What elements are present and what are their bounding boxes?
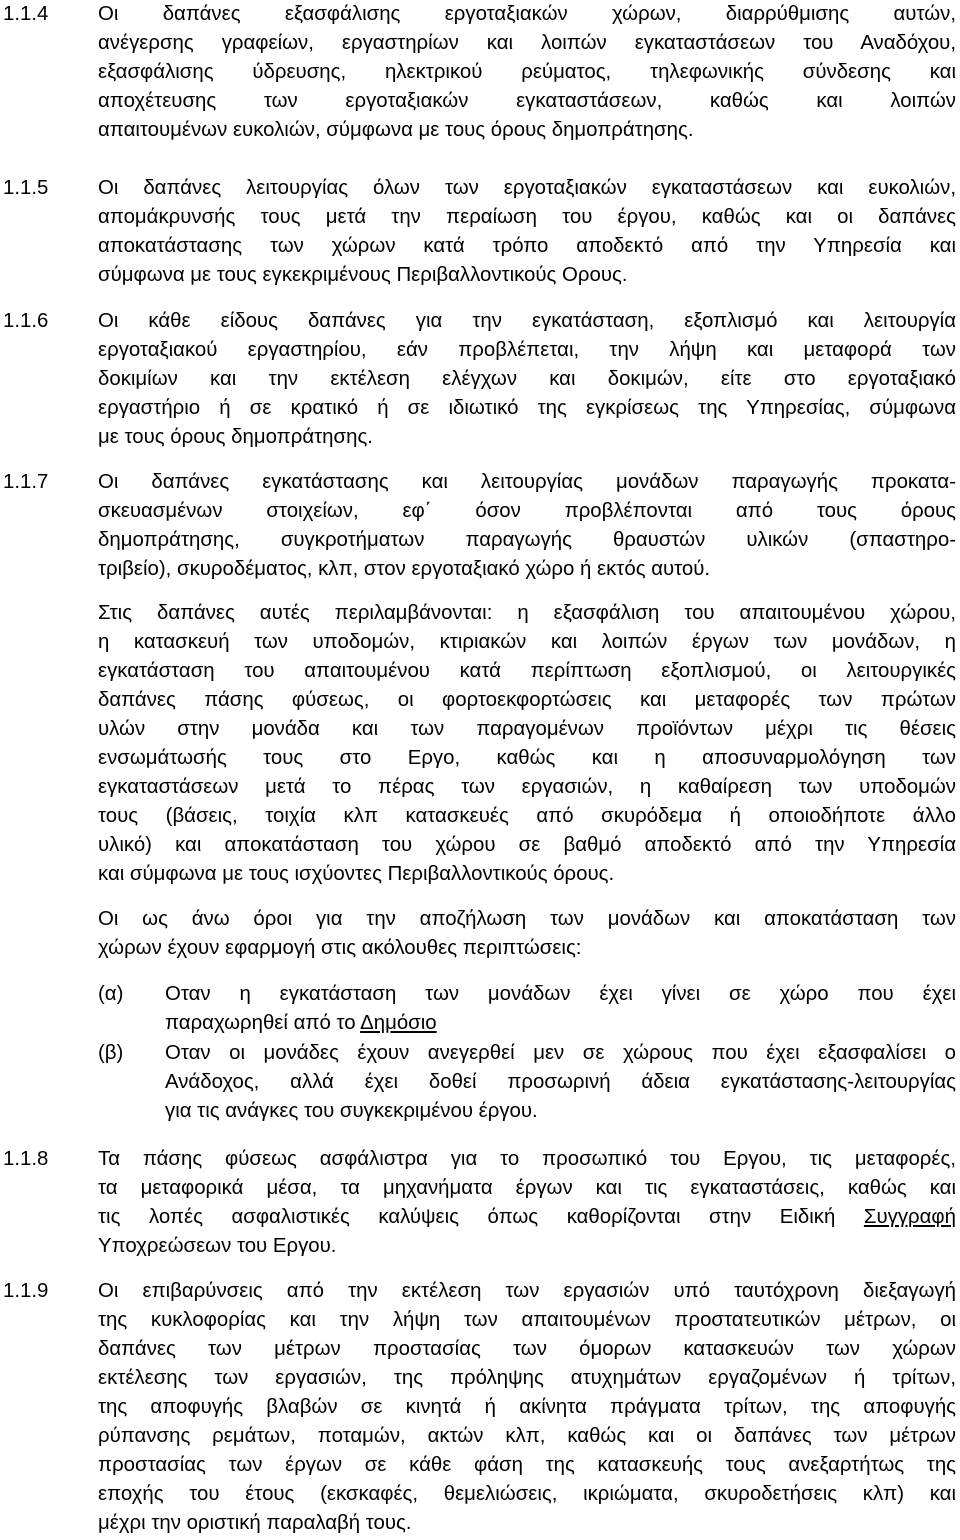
section-number: 1.1.6 bbox=[3, 310, 49, 332]
case-text-b bbox=[165, 1039, 956, 1126]
text-line: ανέγερσης γραφείων, εργαστηρίων και λοιπών εγκαταστάσεων του Αναδόχου, bbox=[98, 32, 956, 54]
text-line: Οταν οι μονάδες έχουν ανεγερθεί μεν σε χώρους που έχει εξασφαλίσει ο bbox=[165, 1042, 956, 1064]
section-paragraph bbox=[98, 468, 956, 584]
text-line: μέχρι την οριστική παραλαβή τους. bbox=[98, 1512, 412, 1534]
text-line: δοκιμίων και την εκτέλεση ελέγχων και δοκιμών, είτε στο εργοταξιακό bbox=[98, 368, 956, 390]
text-line: απομάκρυνσής τους μετά την περαίωση του έργου, καθώς και οι δαπάνες bbox=[98, 206, 956, 228]
text-line: εγκαταστάσεων μετά το πέρας των εργασιών, η καθαίρεση των υποδομών bbox=[98, 776, 956, 798]
text-line: δαπάνες των μέτρων προστασίας των όμορων κατασκευών των χώρων bbox=[98, 1338, 956, 1360]
text-line: Ανάδοχος, αλλά έχει δοθεί προσωρινή άδεια εγκατάστασης-λειτουργίας bbox=[165, 1071, 956, 1093]
text-line: Οταν η εγκατάσταση των μονάδων έχει γίνει σε χώρο που έχει bbox=[165, 983, 956, 1005]
text-line: Οι δαπάνες λειτουργίας όλων των εργοταξιακών εγκαταστάσεων και ευκολιών, bbox=[98, 177, 956, 199]
text-line: υλών στην μονάδα και των παραγομένων προϊόντων μέχρι τις θέσεις bbox=[98, 718, 956, 740]
text-line: εργαστήριο ή σε κρατικό ή σε ιδιωτικό της εγκρίσεως της Υπηρεσίας, σύμφωνα bbox=[98, 397, 956, 419]
section-number: 1.1.4 bbox=[3, 3, 49, 25]
text-line: με τους όρους δημοπράτησης. bbox=[98, 426, 373, 448]
text-line: Υποχρεώσεων του Εργου. bbox=[98, 1235, 337, 1257]
text-line: Οι ως άνω όροι για την αποζήλωση των μονάδων και αποκατάσταση των bbox=[98, 908, 956, 930]
text-line: τα μεταφορικά μέσα, τα μηχανήματα έργων και τις εγκαταστάσεις, καθώς και bbox=[98, 1177, 956, 1199]
text-line bbox=[98, 1203, 956, 1232]
text-line: τους (βάσεις, τοιχία κλπ κατασκευές από σκυρόδεμα ή οποιοδήποτε άλλο bbox=[98, 805, 956, 827]
text-line: και σύμφωνα με τους ισχύοντες Περιβαλλοντικούς όρους. bbox=[98, 863, 615, 885]
section-paragraph bbox=[98, 1145, 956, 1261]
text-line: εποχής του έτους (εκσκαφές, θεμελιώσεις, ικριώματα, σκυροδετήσεις κλπ) και bbox=[98, 1483, 956, 1505]
text-line: αποκατάστασης των χώρων κατά τρόπο αποδεκτό από την Υπηρεσία και bbox=[98, 235, 956, 257]
text-line: της κυκλοφορίας και την λήψη των απαιτουμένων προστατευτικών μέτρων, οι bbox=[98, 1309, 956, 1331]
text-line: υλικό) και αποκατάσταση του χώρου σε βαθμό αποδεκτό από την Υπηρεσία bbox=[98, 834, 956, 856]
text-line: ρύπανσης ρεμάτων, ποταμών, ακτών κλπ, καθώς και οι δαπάνες των μέτρων bbox=[98, 1425, 956, 1447]
text-line: σκευασμένων στοιχείων, εφ΄ όσον προβλέπονται από τους όρους bbox=[98, 500, 956, 522]
section-number: 1.1.7 bbox=[3, 471, 49, 493]
text-line: προστασίας των έργων σε κάθε φάση της κατασκευής τους ανεξαρτήτως της bbox=[98, 1454, 956, 1476]
text-line: εξασφάλισης ύδρευσης, ηλεκτρικού ρεύματος, τηλεφωνικής σύνδεσης και bbox=[98, 61, 956, 83]
text-line: χώρων έχουν εφαρμογή στις ακόλουθες περιπτώσεις: bbox=[98, 937, 582, 959]
text-line: της αποφυγής βλαβών σε κινητά ή ακίνητα πράγματα τρίτων, της αποφυγής bbox=[98, 1396, 956, 1418]
text-line: δημοπράτησης, συγκροτήματων παραγωγής θραυστών υλικών (σπαστηρο- bbox=[98, 529, 956, 551]
section-number: 1.1.9 bbox=[3, 1280, 49, 1302]
text-line: Οι δαπάνες εξασφάλισης εργοταξιακών χώρων, διαρρύθμισης αυτών, bbox=[98, 3, 956, 25]
text-line bbox=[165, 1009, 956, 1038]
text-line: δαπάνες πάσης φύσεως, οι φορτοεκφορτώσεις και μεταφορές των πρώτων bbox=[98, 689, 956, 711]
text-line: Οι επιβαρύνσεις από την εκτέλεση των εργασιών υπό ταυτόχρονη διεξαγωγή bbox=[98, 1280, 956, 1302]
text-line: Οι δαπάνες εγκατάστασης και λειτουργίας μονάδων παραγωγής προκατα- bbox=[98, 471, 956, 493]
section-paragraph bbox=[98, 307, 956, 452]
text-line: ενσωμάτωσής τους στο Εργο, καθώς και η αποσυναρμολόγηση των bbox=[98, 747, 956, 769]
section-paragraph-2 bbox=[98, 599, 956, 889]
section-paragraph bbox=[98, 1277, 956, 1538]
underlined-word: Δημόσιο bbox=[360, 1012, 437, 1034]
text-line: Στις δαπάνες αυτές περιλαμβάνονται: η εξασφάλιση του απαιτουμένου χώρου, bbox=[98, 602, 956, 624]
case-marker-a: (α) bbox=[98, 983, 124, 1005]
text-line: Οι κάθε είδους δαπάνες για την εγκατάσταση, εξοπλισμό και λειτουργία bbox=[98, 310, 956, 332]
section-paragraph-3 bbox=[98, 905, 956, 963]
text-line: τριβείο), σκυροδέματος, κλπ, στον εργοταξιακό χώρο ή εκτός αυτού. bbox=[98, 558, 711, 580]
case-marker-b: (β) bbox=[98, 1042, 124, 1064]
text-line: εκτέλεσης των εργασιών, της πρόληψης ατυχημάτων εργαζομένων ή τρίτων, bbox=[98, 1367, 956, 1389]
section-number: 1.1.8 bbox=[3, 1148, 49, 1170]
section-paragraph bbox=[98, 0, 956, 145]
section-paragraph bbox=[98, 174, 956, 290]
text-line: απαιτουμένων ευκολιών, σύμφωνα με τους όρους δημοπράτησης. bbox=[98, 119, 694, 141]
text-line: εγκατάσταση του απαιτουμένου κατά περίπτωση εξοπλισμού, οι λειτουργικές bbox=[98, 660, 956, 682]
text-line: η κατασκευή των υποδομών, κτιριακών και λοιπών έργων των μονάδων, η bbox=[98, 631, 956, 653]
text-fragment: παραχωρηθεί από το bbox=[165, 1012, 361, 1034]
text-fragment: τις λοπές ασφαλιστικές καλύψεις όπως καθορίζονται στην Ειδική bbox=[98, 1206, 864, 1228]
text-line: Τα πάσης φύσεως ασφάλιστρα για το προσωπικό του Εργου, τις μεταφορές, bbox=[98, 1148, 956, 1170]
text-line: εργοταξιακού εργαστηρίου, εάν προβλέπεται, την λήψη και μεταφορά των bbox=[98, 339, 956, 361]
underlined-word: Συγγραφή bbox=[863, 1206, 956, 1228]
text-line: αποχέτευσης των εργοταξιακών εγκαταστάσεων, καθώς και λοιπών bbox=[98, 90, 956, 112]
text-line: σύμφωνα με τους εγκεκριμένους Περιβαλλοντικούς Ορους. bbox=[98, 264, 628, 286]
case-text-a bbox=[165, 980, 956, 1038]
section-number: 1.1.5 bbox=[3, 177, 49, 199]
text-line: για τις ανάγκες του συγκεκριμένου έργου. bbox=[165, 1100, 538, 1122]
